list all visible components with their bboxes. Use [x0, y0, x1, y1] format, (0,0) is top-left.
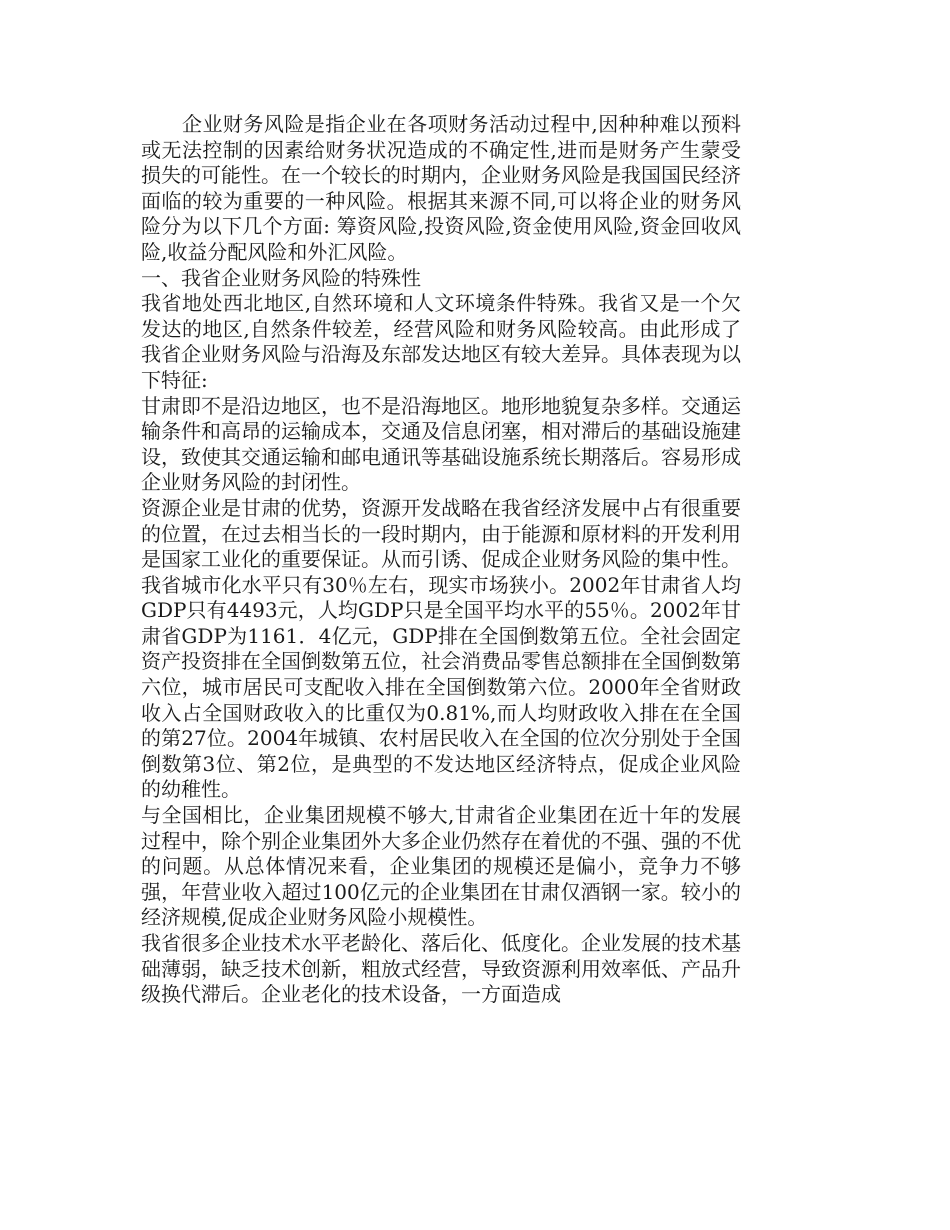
- paragraph-small-scale: 与全国相比，企业集团规模不够大,甘肃省企业集团在近十年的发展过程中，除个别企业集团外大多企业仍然存在着优的不强、强的不优的问题。从总体情况来看，企业集团的规模还是偏小，竞争力不够强，年营业收入超过100亿元的企业集团在甘肃仅酒钢一家。较小的经济规模,促成企业财务风险小规模性。: [141, 803, 741, 930]
- intro-paragraph: 企业财务风险是指企业在各项财务活动过程中,因种种难以预料或无法控制的因素给财务状况造成的不确定性,进而是财务产生蒙受损失的可能性。在一个较长的时期内，企业财务风险是我国国民经济面临的较为重要的一种风险。根据其来源不同,可以将企业的财务风险分为以下几个方面: 筹资风险,投资风险,资金使用风险,资金回收风险,收益分配风险和外汇风险。: [141, 112, 741, 264]
- paragraph-closedness: 甘肃即不是沿边地区，也不是沿海地区。地形地貌复杂多样。交通运输条件和高昂的运输成本，交通及信息闭塞，相对滞后的基础设施建设，致使其交通运输和邮电通讯等基础设施系统长期落后。容易形成企业财务风险的封闭性。: [141, 393, 741, 495]
- paragraph-immaturity: 我省城市化水平只有30％左右，现实市场狭小。2002年甘肃省人均GDP只有4493元，人均GDP只是全国平均水平的55％。2002年甘肃省GDP为1161．4亿元，GDP排在全国倒数第五位。全社会固定资产投资排在全国倒数第五位，社会消费品零售总额排在全国倒数第六位，城市居民可支配收入排在全国倒数第六位。2000年全省财政收入占全国财政收入的比重仅为0.81%,而人均财政收入排在在全国的第27位。2004年城镇、农村居民收入在全国的位次分别处于全国倒数第3位、第2位，是典型的不发达地区经济特点，促成企业风险的幼稚性。: [141, 572, 741, 802]
- paragraph-technology: 我省很多企业技术水平老龄化、落后化、低度化。企业发展的技术基础薄弱，缺乏技术创新，粗放式经营，导致资源利用效率低、产品升级换代滞后。企业老化的技术设备，一方面造成: [141, 931, 741, 1007]
- paragraph-concentration: 资源企业是甘肃的优势，资源开发战略在我省经济发展中占有很重要的位置，在过去相当长的一段时期内，由于能源和原材料的开发利用是国家工业化的重要保证。从而引诱、促成企业财务风险的集中性。: [141, 495, 741, 572]
- paragraph-regional-overview: 我省地处西北地区,自然环境和人文环境条件特殊。我省又是一个欠发达的地区,自然条件较差，经营风险和财务风险较高。由此形成了我省企业财务风险与沿海及东部发达地区有较大差异。具体表现为以下特征:: [141, 291, 741, 392]
- document-body: [141, 112, 741, 1008]
- section-heading: 一、我省企业财务风险的特殊性: [141, 265, 421, 290]
